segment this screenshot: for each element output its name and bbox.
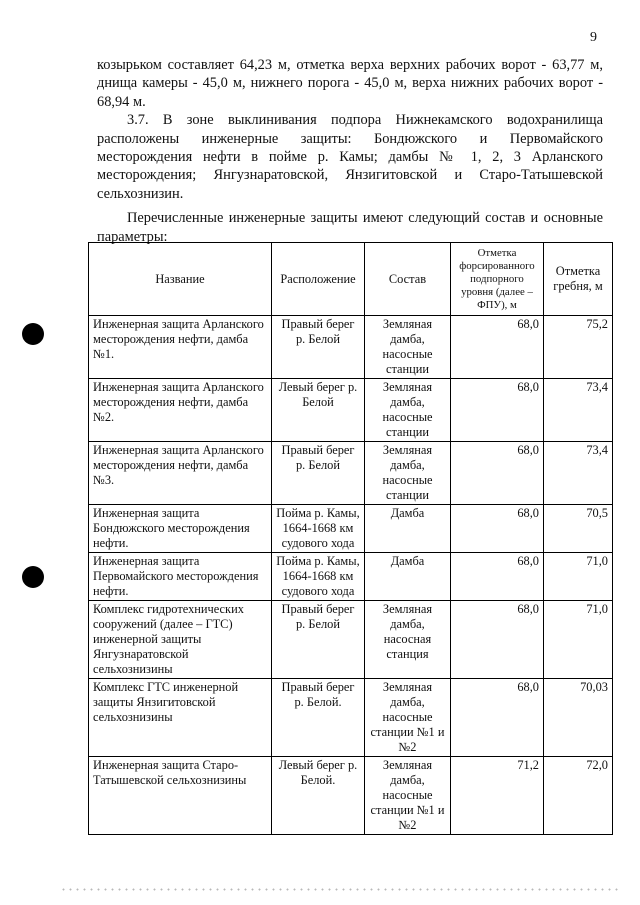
cell-name: Инженерная защита Арланского месторождения нефти, дамба №2. (89, 379, 272, 442)
cell-composition: Земляная дамба, насосная станция (365, 601, 451, 679)
cell-fpu: 71,2 (451, 757, 544, 835)
body-text (97, 56, 603, 246)
cell-crest: 72,0 (544, 757, 613, 835)
page-number: 9 (590, 30, 597, 45)
table-row (89, 553, 613, 601)
header-fpu: Отметка форсированного подпорного уровня (далее – ФПУ), м (451, 243, 544, 316)
cell-name: Инженерная защита Бондюжского месторождения нефти. (89, 505, 272, 553)
cell-fpu: 68,0 (451, 379, 544, 442)
cell-name: Инженерная защита Старо-Татышевской сельхознизины (89, 757, 272, 835)
parameters-table (88, 242, 613, 835)
cell-composition: Земляная дамба, насосные станции №1 и №2 (365, 679, 451, 757)
punch-hole-top (22, 323, 44, 345)
paragraph-table-intro: Перечисленные инженерные защиты имеют следующий состав и основные параметры: (97, 210, 603, 245)
cell-location: Пойма р. Камы, 1664-1668 км судового хода (272, 505, 365, 553)
header-crest: Отметка гребня, м (544, 243, 613, 316)
paragraph-3-7: 3.7. В зоне выклинивания подпора Нижнекамского водохранилища расположены инженерные защиты: Бондюжского и Первомайского месторождения нефти в пойме р. Камы; дамбы № 1, 2, 3 Арланского месторождения; Янгузнаратовской, Янзигитовской и Старо-Татышевской сельхознизин. (97, 112, 603, 202)
cell-composition: Земляная дамба, насосные станции (365, 442, 451, 505)
cell-crest: 73,4 (544, 379, 613, 442)
cell-crest: 75,2 (544, 316, 613, 379)
cell-crest: 70,5 (544, 505, 613, 553)
cell-location: Левый берег р. Белой. (272, 757, 365, 835)
table-row (89, 379, 613, 442)
table-row (89, 316, 613, 379)
cell-fpu: 68,0 (451, 316, 544, 379)
cell-fpu: 68,0 (451, 553, 544, 601)
cell-location: Левый берег р. Белой (272, 379, 365, 442)
cell-fpu: 68,0 (451, 505, 544, 553)
cell-composition: Земляная дамба, насосные станции (365, 316, 451, 379)
cell-composition: Дамба (365, 505, 451, 553)
table-header-row (89, 243, 613, 316)
cell-location: Правый берег р. Белой (272, 601, 365, 679)
table-row (89, 757, 613, 835)
header-name: Название (89, 243, 272, 316)
table-row (89, 679, 613, 757)
cell-composition: Земляная дамба, насосные станции (365, 379, 451, 442)
cell-name: Комплекс гидротехнических сооружений (далее – ГТС) инженерной защиты Янгузнаратовской сельхознизины (89, 601, 272, 679)
cell-name: Комплекс ГТС инженерной защиты Янзигитовской сельхознизины (89, 679, 272, 757)
table-row (89, 601, 613, 679)
cell-name: Инженерная защита Арланского месторождения нефти, дамба №1. (89, 316, 272, 379)
scan-dots (60, 888, 620, 891)
table-row (89, 505, 613, 553)
cell-name: Инженерная защита Арланского месторождения нефти, дамба №3. (89, 442, 272, 505)
paragraph-continuation: козырьком составляет 64,23 м, отметка верха верхних рабочих ворот - 63,77 м, днища камеры - 45,0 м, нижнего порога - 45,0 м, верха нижних рабочих ворот - 68,94 м. (97, 57, 603, 110)
cell-fpu: 68,0 (451, 679, 544, 757)
cell-location: Правый берег р. Белой. (272, 679, 365, 757)
header-location: Расположение (272, 243, 365, 316)
cell-fpu: 68,0 (451, 601, 544, 679)
cell-composition: Земляная дамба, насосные станции №1 и №2 (365, 757, 451, 835)
cell-crest: 70,03 (544, 679, 613, 757)
cell-location: Правый берег р. Белой (272, 442, 365, 505)
cell-crest: 71,0 (544, 553, 613, 601)
cell-fpu: 68,0 (451, 442, 544, 505)
header-composition: Состав (365, 243, 451, 316)
cell-composition: Дамба (365, 553, 451, 601)
cell-location: Пойма р. Камы, 1664-1668 км судового хода (272, 553, 365, 601)
cell-crest: 71,0 (544, 601, 613, 679)
cell-name: Инженерная защита Первомайского месторождения нефти. (89, 553, 272, 601)
cell-crest: 73,4 (544, 442, 613, 505)
table-row (89, 442, 613, 505)
punch-hole-bottom (22, 566, 44, 588)
cell-location: Правый берег р. Белой (272, 316, 365, 379)
